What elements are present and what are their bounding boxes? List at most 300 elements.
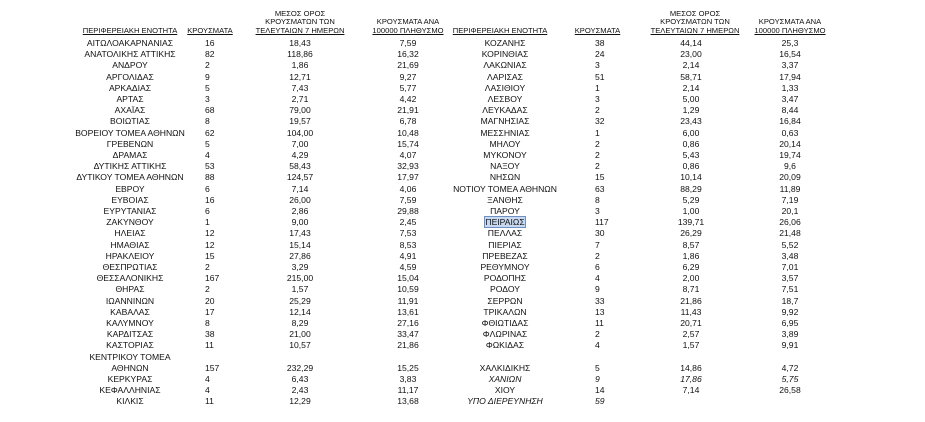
table-row [0, 161, 925, 172]
cell-cases: 117 [595, 217, 609, 228]
cell-avg: 124,57 [286, 172, 314, 183]
cell-region: ΜΗΛΟΥ [489, 138, 521, 149]
table-row [0, 116, 925, 127]
cell-avg: 1,86 [291, 60, 309, 71]
header-per100k-line: ΚΡΟΥΣΜΑΤΑ ΑΝΑ [758, 17, 822, 27]
cell-region: ΚΙΛΚΙΣ [116, 396, 144, 407]
header-region-left: ΠΕΡΙΦΕΡΕΙΑΚΗ ΕΝΟΤΗΤΑ [82, 25, 178, 35]
table-row [0, 396, 925, 407]
table-row [0, 150, 925, 161]
cell-region: ΔΥΤΙΚΟΥ ΤΟΜΕΑ ΑΘΗΝΩΝ [76, 172, 184, 183]
table-row [0, 284, 925, 295]
cell-cases: 2 [595, 329, 600, 340]
header-region-right: ΠΕΡΙΦΕΡΕΙΑΚΗ ΕΝΟΤΗΤΑ [452, 25, 548, 35]
cell-avg: 23,43 [680, 116, 702, 127]
cell-cases: 9 [205, 71, 210, 82]
cell-cases: 32 [595, 116, 605, 127]
cell-avg: 7,14 [291, 183, 309, 194]
cell-avg: 10,14 [680, 172, 702, 183]
table-row [0, 72, 925, 83]
header-cases-right: ΚΡΟΥΣΜΑΤΑ [574, 25, 621, 35]
cell-avg: 139,71 [677, 217, 705, 228]
cell-per100k: 3,89 [781, 329, 799, 340]
cell-region: ΒΟΙΩΤΙΑΣ [110, 116, 150, 127]
table-header [0, 0, 925, 36]
cell-avg: 10,57 [289, 340, 311, 351]
cell-region: ΓΡΕΒΕΝΩΝ [106, 138, 154, 149]
cell-region: ΦΘΙΩΤΙΔΑΣ [481, 318, 529, 328]
cell-avg: 26,29 [680, 228, 702, 239]
cell-per100k: 15,25 [397, 362, 419, 373]
cell-region: ΑΝΔΡΟΥ [112, 60, 148, 71]
cell-region: ΦΩΚΙΔΑΣ [485, 340, 525, 351]
cell-avg: 1,57 [291, 284, 309, 295]
cell-per100k: 20,09 [779, 172, 801, 183]
cell-region: ΚΕΦΑΛΛΗΝΙΑΣ [99, 385, 161, 396]
table-row [0, 385, 925, 396]
cell-region: ΕΒΡΟΥ [115, 183, 145, 194]
table-row [0, 105, 925, 116]
table-row [0, 195, 925, 206]
cell-per100k: 15,04 [397, 273, 419, 284]
cell-avg: 17,86 [680, 374, 702, 384]
cell-avg: 18,43 [289, 38, 311, 48]
table-row [0, 251, 925, 262]
cell-region: ΖΑΚΥΝΘΟΥ [106, 217, 154, 228]
cell-cases: 3 [205, 94, 210, 104]
cell-region: ΡΕΘΥΜΝΟΥ [480, 262, 530, 272]
cell-region: ΠΑΡΟΥ [490, 206, 520, 216]
table-row [0, 284, 925, 295]
table-row [0, 206, 925, 217]
cell-per100k: 7,59 [399, 38, 417, 48]
header-per100k-line: 100000 ΠΛΗΘΥΣΜΟ [372, 25, 444, 35]
header-avg-line: ΚΡΟΥΣΜΑΤΩΝ ΤΩΝ [265, 17, 335, 27]
cell-avg: 0,86 [682, 161, 700, 172]
cell-cases: 33 [595, 295, 605, 306]
cell-cases: 4 [205, 385, 210, 396]
cell-avg: 2,86 [291, 206, 309, 216]
cell-per100k: 5,77 [399, 82, 417, 93]
cell-cases: 38 [595, 38, 605, 48]
cell-region: ΗΛΕΙΑΣ [114, 228, 146, 239]
table-row [0, 352, 925, 363]
cell-region: ΒΟΡΕΙΟΥ ΤΟΜΕΑ ΑΘΗΝΩΝ [75, 127, 185, 138]
cell-cases: 2 [205, 60, 210, 71]
cell-region: ΡΟΔΟΠΗΣ [483, 273, 527, 284]
cell-avg: 2,43 [291, 385, 309, 396]
table-row [0, 60, 925, 71]
cell-cases: 3 [595, 206, 600, 216]
cell-per100k: 4,59 [399, 262, 417, 272]
cell-cases: 15 [595, 172, 605, 183]
cell-cases: 4 [595, 273, 600, 284]
cell-cases: 2 [595, 105, 600, 116]
cell-per100k: 6,95 [781, 318, 799, 328]
table-row [0, 217, 925, 228]
table-row [0, 172, 925, 183]
cell-cases: 1 [595, 127, 600, 138]
cell-region: ΧΙΟΥ [494, 385, 516, 396]
cell-avg: 215,00 [286, 273, 314, 284]
table-row [0, 128, 925, 139]
cell-region: ΛΑΚΩΝΙΑΣ [483, 60, 527, 71]
table-row [0, 49, 925, 60]
cell-cases: 53 [205, 161, 215, 172]
cell-region: ΡΟΔΟΥ [490, 284, 520, 295]
cell-cases: 88 [205, 172, 215, 183]
cell-per100k: 15,74 [397, 138, 419, 149]
cell-region: ΔΡΑΜΑΣ [112, 150, 148, 160]
cell-cases: 6 [205, 183, 210, 194]
cell-avg: 12,14 [289, 306, 311, 317]
cell-per100k: 3,37 [781, 60, 799, 71]
table-row [0, 307, 925, 318]
cell-region: ΑΡΤΑΣ [116, 94, 144, 104]
cell-avg: 5,00 [682, 94, 700, 104]
cell-cases: 1 [205, 217, 210, 228]
cell-per100k: 25,3 [781, 38, 799, 48]
cell-per100k: 6,78 [399, 116, 417, 127]
cell-region: ΕΥΡΥΤΑΝΙΑΣ [103, 206, 157, 216]
cell-per100k: 17,97 [397, 172, 419, 183]
cell-per100k: 11,89 [779, 183, 801, 194]
cell-avg: 11,43 [680, 306, 702, 317]
cell-avg: 3,29 [291, 262, 309, 272]
cell-cases: 12 [205, 239, 215, 250]
cell-avg: 5,29 [682, 194, 700, 205]
cell-cases: 2 [595, 138, 600, 149]
cell-per100k: 3,47 [781, 94, 799, 104]
cell-avg: 21,86 [680, 295, 702, 306]
cell-per100k: 8,53 [399, 239, 417, 250]
cell-cases: 5 [595, 362, 600, 373]
table-row [0, 374, 925, 385]
table-row [0, 217, 925, 228]
selected-text-highlight[interactable]: ΠΕΙΡΑΙΩΣ [485, 217, 525, 228]
cell-region: ΛΑΡΙΣΑΣ [487, 71, 523, 82]
cell-region: ΚΑΣΤΟΡΙΑΣ [106, 340, 154, 351]
cell-per100k: 9,91 [781, 340, 799, 351]
table-row [0, 128, 925, 139]
table-row [0, 116, 925, 127]
cell-region: ΧΑΛΚΙΔΙΚΗΣ [479, 362, 531, 373]
cell-avg: 14,86 [680, 362, 702, 373]
table-row [0, 184, 925, 195]
cell-region: ΚΟΖΑΝΗΣ [484, 38, 526, 48]
table-row [0, 296, 925, 307]
cell-avg: 1,00 [682, 206, 700, 216]
cell-per100k: 10,48 [397, 127, 419, 138]
cell-region: ΜΕΣΣΗΝΙΑΣ [480, 127, 530, 138]
cell-avg: 12,71 [289, 71, 311, 82]
cell-avg: 88,29 [680, 183, 702, 194]
cell-avg: 8,57 [682, 239, 700, 250]
cell-cases: 13 [595, 306, 605, 317]
cell-cases: 3 [595, 60, 600, 71]
cell-per100k: 20,14 [779, 138, 801, 149]
cell-avg: 1,29 [682, 105, 700, 116]
cell-region: ΝΗΣΩΝ [489, 172, 521, 183]
cell-cases: 11 [595, 318, 604, 328]
cell-region: ΗΜΑΘΙΑΣ [110, 239, 150, 250]
cell-region: ΜΑΓΝΗΣΙΑΣ [480, 116, 530, 127]
table-row [0, 38, 925, 49]
cell-avg: 5,43 [682, 150, 700, 160]
cell-per100k: 29,88 [397, 206, 419, 216]
cell-per100k: 7,59 [399, 194, 417, 205]
cell-cases: 82 [205, 49, 215, 60]
cell-region: ΑΡΚΑΔΙΑΣ [108, 82, 152, 93]
cell-avg: 0,86 [682, 138, 700, 149]
cell-avg: 27,86 [289, 250, 311, 261]
cell-avg: 118,86 [287, 49, 313, 60]
header-avg-line: ΜΕΣΟΣ ΟΡΟΣ [274, 8, 326, 18]
cell-per100k: 0,63 [781, 127, 799, 138]
cell-region: ΝΑΞΟΥ [490, 161, 520, 172]
table-row [0, 340, 925, 351]
cell-per100k: 9,92 [781, 306, 799, 317]
cell-region: ΘΗΡΑΣ [115, 284, 145, 295]
cell-per100k: 17,94 [779, 71, 801, 82]
cell-cases: 9 [595, 374, 600, 384]
cell-cases: 30 [595, 228, 605, 239]
table-row [0, 83, 925, 94]
table-row [0, 150, 925, 161]
cell-avg: 23,00 [680, 49, 702, 60]
cell-per100k: 13,61 [397, 306, 419, 317]
table-row [0, 49, 925, 60]
cell-cases: 2 [205, 284, 210, 295]
cell-region: ΦΛΩΡΙΝΑΣ [482, 329, 528, 340]
cell-avg: 6,29 [682, 262, 700, 272]
cell-per100k: 26,06 [779, 217, 801, 228]
table-row [0, 184, 925, 195]
table-row [0, 273, 925, 284]
table-row [0, 374, 925, 385]
cell-avg: 2,57 [682, 329, 700, 340]
cell-cases: 5 [205, 138, 210, 149]
cell-cases: 4 [595, 340, 600, 351]
cell-region: ΚΕΡΚΥΡΑΣ [107, 374, 153, 384]
cell-cases: 1 [595, 82, 600, 93]
cell-per100k: 32,93 [397, 161, 419, 172]
cell-cases: 14 [595, 385, 605, 396]
cell-per100k: 1,33 [781, 82, 799, 93]
cell-region: ΧΑΝΙΩΝ [488, 374, 522, 384]
cell-region: ΗΡΑΚΛΕΙΟΥ [105, 250, 155, 261]
cell-region: ΠΕΛΛΑΣ [487, 228, 523, 239]
table-row [0, 206, 925, 217]
cell-per100k: 19,74 [779, 150, 801, 160]
table-row [0, 94, 925, 105]
cell-region: ΔΥΤΙΚΗΣ ΑΤΤΙΚΗΣ [93, 161, 167, 172]
cell-region: ΚΟΡΙΝΘΙΑΣ [481, 49, 529, 60]
cell-per100k: 9,27 [399, 71, 417, 82]
cell-region: ΘΕΣΣΑΛΟΝΙΚΗΣ [96, 273, 164, 284]
cell-region: ΛΑΣΙΘΙΟΥ [484, 82, 526, 93]
cell-region: ΚΑΒΑΛΑΣ [110, 306, 150, 317]
cell-avg: 232,29 [286, 362, 314, 373]
cell-region: ΤΡΙΚΑΛΩΝ [483, 306, 527, 317]
cell-per100k: 21,86 [397, 340, 419, 351]
cell-avg: 2,71 [291, 94, 309, 104]
table-row [0, 72, 925, 83]
cell-avg: 6,43 [291, 374, 309, 384]
table-row [0, 262, 925, 273]
cell-cases: 11 [205, 340, 214, 351]
cell-avg: 12,29 [289, 396, 311, 407]
cell-avg: 25,29 [289, 295, 311, 306]
cell-per100k: 4,91 [399, 250, 417, 261]
cell-per100k: 10,59 [397, 284, 419, 295]
cell-region: ΙΩΑΝΝΙΝΩΝ [105, 295, 155, 306]
table-row [0, 262, 925, 273]
cell-region: ΜΥΚΟΝΟΥ [483, 150, 527, 160]
header-per100k-line: 100000 ΠΛΗΘΥΣΜΟ [754, 25, 826, 35]
header-avg-left [250, 10, 350, 35]
cell-cases: 62 [205, 127, 215, 138]
cell-per100k: 4,72 [781, 362, 799, 373]
cell-cases: 9 [595, 284, 600, 295]
cell-per100k: 26,58 [779, 385, 801, 396]
cell-avg: 20,71 [680, 318, 702, 328]
cell-cases: 38 [205, 329, 215, 340]
table-row [0, 240, 925, 251]
cell-region: ΣΕΡΡΩΝ [487, 295, 523, 306]
header-avg-line: ΜΕΣΟΣ ΟΡΟΣ [669, 8, 721, 18]
cell-per100k: 18,7 [781, 295, 799, 306]
table-row [0, 296, 925, 307]
cell-avg: 17,43 [289, 228, 311, 239]
cell-per100k: 16,84 [779, 116, 801, 127]
table-row [0, 60, 925, 71]
table-row [0, 363, 925, 374]
cell-avg: 58,43 [289, 161, 311, 172]
table-row [0, 318, 925, 329]
table-row [0, 340, 925, 351]
cell-per100k: 5,52 [781, 239, 799, 250]
cell-avg: 19,57 [289, 116, 311, 127]
table-row [0, 161, 925, 172]
cell-cases: 15 [205, 250, 215, 261]
table-row [0, 352, 925, 363]
cell-cases: 5 [205, 82, 210, 93]
cell-per100k: 16,54 [779, 49, 801, 60]
cell-cases: 16 [205, 194, 215, 205]
cell-cases: 2 [595, 150, 600, 160]
cell-avg: 79,00 [289, 105, 311, 116]
cell-per100k: 11,91 [397, 295, 419, 306]
cell-per100k: 20,1 [781, 206, 799, 216]
cell-cases: 24 [595, 49, 605, 60]
cell-cases: 2 [595, 250, 600, 261]
cell-cases: 6 [205, 206, 210, 216]
table-row [0, 105, 925, 116]
cell-per100k: 4,06 [399, 183, 417, 194]
table-row [0, 139, 925, 150]
cell-avg: 7,43 [291, 82, 309, 93]
cell-cases: 8 [205, 318, 210, 328]
cell-region: ΕΥΒΟΙΑΣ [111, 194, 149, 205]
cell-cases: 20 [205, 295, 215, 306]
cell-per100k: 3,48 [781, 250, 799, 261]
table-row [0, 251, 925, 262]
cell-cases: 157 [205, 362, 220, 373]
cell-cases: 17 [205, 306, 215, 317]
header-per100k-line: ΚΡΟΥΣΜΑΤΑ ΑΝΑ [376, 17, 440, 27]
cell-avg: 1,86 [682, 250, 700, 261]
cell-avg: 104,00 [286, 127, 314, 138]
cell-cases: 7 [595, 239, 600, 250]
cell-avg: 26,00 [289, 194, 311, 205]
table-row [0, 94, 925, 105]
table-row [0, 318, 925, 329]
cell-region: ΞΑΝΘΗΣ [487, 194, 523, 205]
cell-per100k: 7,51 [781, 284, 799, 295]
cell-region: ΥΠΟ ΔΙΕΡΕΥΝΗΣΗ [467, 396, 543, 407]
cell-avg: 9,00 [291, 217, 309, 228]
cell-per100k: 16,32 [397, 49, 419, 60]
cell-avg: 8,71 [682, 284, 700, 295]
table-row [0, 329, 925, 340]
table-row [0, 195, 925, 206]
cell-region: ΚΑΡΔΙΤΣΑΣ [106, 329, 154, 340]
cell-avg: 1,57 [682, 340, 700, 351]
cell-per100k: 33,47 [397, 329, 419, 340]
cell-avg: 2,14 [682, 82, 700, 93]
cell-region: ΝΟΤΙΟΥ ΤΟΜΕΑ ΑΘΗΝΩΝ [453, 183, 557, 194]
cell-per100k: 7,19 [781, 194, 799, 205]
header-avg-line: ΚΡΟΥΣΜΑΤΩΝ ΤΩΝ [660, 17, 730, 27]
cell-per100k: 7,53 [399, 228, 417, 239]
cell-avg: 6,00 [682, 127, 700, 138]
cell-per100k: 3,83 [399, 374, 417, 384]
cell-avg: 4,29 [291, 150, 309, 160]
header-per100k-right [735, 18, 845, 35]
cell-per100k: 9,6 [784, 161, 796, 172]
cell-avg: 15,14 [289, 239, 311, 250]
cell-avg: 21,00 [289, 329, 311, 340]
cell-region: ΛΕΥΚΑΔΑΣ [482, 105, 528, 116]
cell-avg: 8,29 [291, 318, 309, 328]
cell-cases: 6 [595, 262, 600, 272]
cell-cases: 3 [595, 94, 600, 104]
cell-region: ΘΕΣΠΡΩΤΙΑΣ [102, 262, 158, 272]
cell-per100k: 11,17 [397, 385, 419, 396]
cell-avg: 44,14 [680, 38, 702, 48]
cell-cases: 51 [595, 71, 605, 82]
cell-region: ΛΕΣΒΟΥ [487, 94, 523, 104]
cell-cases: 4 [205, 374, 210, 384]
cell-cases: 2 [205, 262, 210, 272]
cell-per100k: 4,07 [399, 150, 417, 160]
cell-per100k: 7,01 [781, 262, 799, 272]
cell-cases: 4 [205, 150, 210, 160]
header-cases-left: ΚΡΟΥΣΜΑΤΑ [187, 25, 233, 35]
cell-cases: 16 [205, 38, 215, 48]
table-row [0, 228, 925, 239]
cell-avg: 2,14 [682, 60, 700, 71]
table-row [0, 38, 925, 49]
cell-per100k: 8,44 [781, 105, 799, 116]
cell-per100k: 13,68 [397, 396, 419, 407]
cell-region: ΚΕΝΤΡΙΚΟΥ ΤΟΜΕΑ [89, 351, 171, 362]
cell-cases: 8 [205, 116, 210, 127]
cell-region: ΠΙΕΡΙΑΣ [488, 239, 522, 250]
header-avg-line: ΤΕΛΕΥΤΑΙΩΝ 7 ΗΜΕΡΩΝ [255, 25, 345, 35]
cell-avg: 58,71 [680, 71, 702, 82]
